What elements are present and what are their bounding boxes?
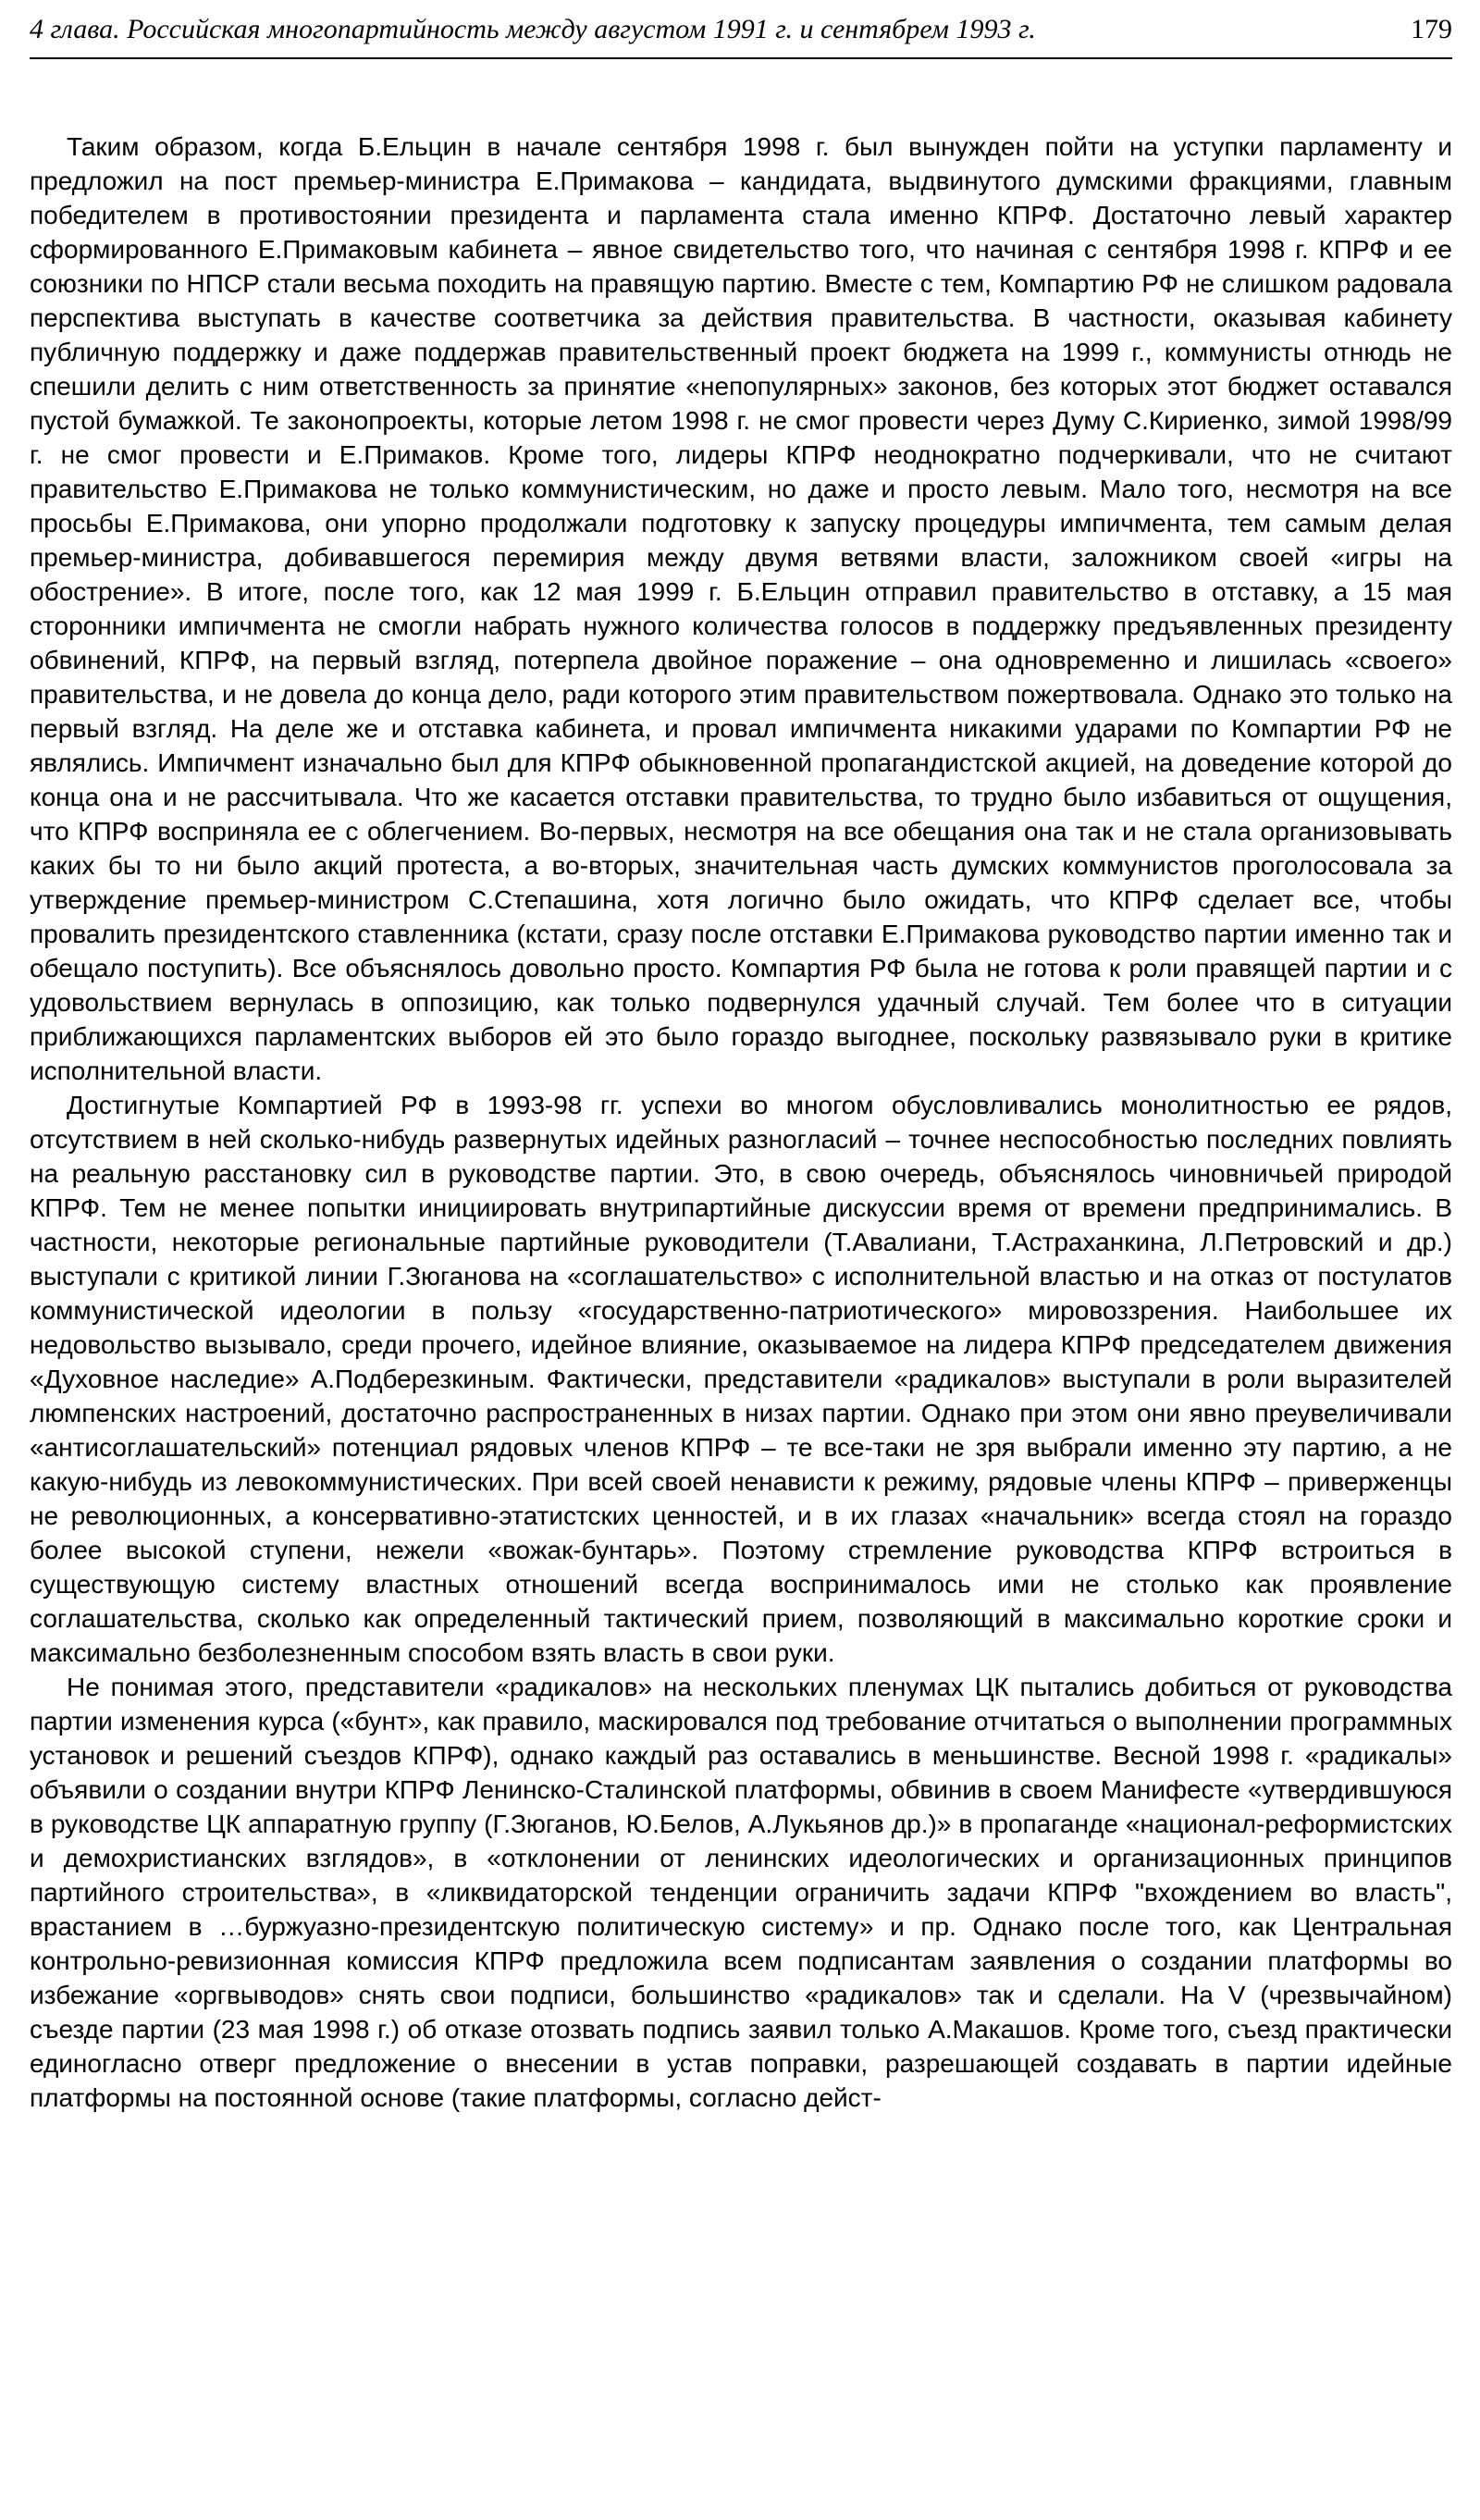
header-rule	[30, 57, 1452, 59]
paragraph-1: Таким образом, когда Б.Ельцин в начале сентября 1998 г. был вынужден пойти на уступки парламенту и предложил на пост премьер-министра Е.Примакова – кандидата, выдвинутого думскими фракциями, главным победителем в противостоянии президента и парламента стала именно КПРФ. Достаточно левый характер сформированного Е.Примаковым кабинета – явное свидетельство того, что начиная с сентября 1998 г. КПРФ и ее союзники по НПСР стали весьма походить на правящую партию. Вместе с тем, Компартию РФ не слишком радовала перспектива выступать в качестве соответчика за действия правительства. В частности, оказывая кабинету публичную поддержку и даже поддержав правительственный проект бюджета на 1999 г., коммунисты отнюдь не спешили делить с ним ответственность за принятие «непопулярных» законов, без которых этот бюджет оставался пустой бумажкой. Те законопроекты, которые летом 1998 г. не смог провести через Думу С.Кириенко, зимой 1998/99 г. не смог провести и Е.Примаков. Кроме того, лидеры КПРФ неоднократно подчеркивали, что не считают правительство Е.Примакова не только коммунистическим, но даже и просто левым. Мало того, несмотря на все просьбы Е.Примакова, они упорно продолжали подготовку к запуску процедуры импичмента, тем самым делая премьер-министра, добивавшегося перемирия между двумя ветвями власти, заложником своей «игры на обострение». В итоге, после того, как 12 мая 1999 г. Б.Ельцин отправил правительство в отставку, а 15 мая сторонники импичмента не смогли набрать нужного количества голосов в поддержку предъявленных президенту обвинений, КПРФ, на первый взгляд, потерпела двойное поражение – она одновременно и лишилась «своего» правительства, и не довела до конца дело, ради которого этим правительством пожертвовала. Однако это только на первый взгляд. На деле же и отставка кабинета, и провал импичмента никакими ударами по Компартии РФ не являлись. Импичмент изначально был для КПРФ обыкновенной пропагандистской акцией, на доведение которой до конца она и не рассчитывала. Что же касается отставки правительства, то трудно было избавиться от ощущения, что КПРФ восприняла ее с облегчением. Во-первых, несмотря на все обещания она так и не стала организовывать каких бы то ни было акций протеста, а во-вторых, значительная часть думских коммунистов проголосовала за утверждение премьер-министром С.Степашина, хотя логично было ожидать, что КПРФ сделает все, чтобы провалить президентского ставленника (кстати, сразу после отставки Е.Примакова руководство партии именно так и обещало поступить). Все объяснялось довольно просто. Компартия РФ была не готова к роли правящей партии и с удовольствием вернулась в оппозицию, как только подвернулся удачный случай. Тем более что в ситуации приближающихся парламентских выборов ей это было гораздо выгоднее, поскольку развязывало руки в критике исполнительной власти.	[30, 132, 1452, 1085]
paragraph-3: Не понимая этого, представители «радикалов» на нескольких пленумах ЦК пытались добиться от руководства партии изменения курса («бунт», как правило, маскировался под требование отчитаться о выполнении программных установок и решений съездов КПРФ), однако каждый раз оставались в меньшинстве. Весной 1998 г. «радикалы» объявили о создании внутри КПРФ Ленинско-Сталинской платформы, обвинив в своем Манифесте «утвердившуюся в руководстве ЦК аппаратную группу (Г.Зюганов, Ю.Белов, А.Лукьянов др.)» в пропаганде «национал-реформистских и демохристианских взглядов», в «отклонении от ленинских идеологических и организационных принципов партийного строительства», в «ликвидаторской тенденции ограничить задачи КПРФ "вхождением во власть", врастанием в …буржуазно-президентскую политическую систему» и пр. Однако после того, как Центральная контрольно-ревизионная комиссия КПРФ предложила всем подписантам заявления о создании платформы во избежание «оргвыводов» снять свои подписи, большинство «радикалов» так и сделали. На V (чрезвычайном) съезде партии (23 мая 1998 г.) об отказе отозвать подпись заявил только А.Макашов. Кроме того, съезд практически единогласно отверг предложение о внесении в устав поправки, разрешающей создавать в партии идейные платформы на постоянной основе (такие платформы, согласно дейст-	[30, 1673, 1452, 2112]
paragraph-2: Достигнутые Компартией РФ в 1993-98 гг. успехи во многом обусловливались монолитностью ее рядов, отсутствием в ней сколько-нибудь развернутых идейных разногласий – точнее неспособностью последних повлиять на реальную расстановку сил в руководстве партии. Это, в свою очередь, объяснялось чиновничьей природой КПРФ. Тем не менее попытки инициировать внутрипартийные дискуссии время от времени предпринимались. В частности, некоторые региональные партийные руководители (Т.Авалиани, Т.Астраханкина, Л.Петровский и др.) выступали с критикой линии Г.Зюганова на «соглашательство» с исполнительной властью и на отказ от постулатов коммунистической идеологии в пользу «государственно-патриотического» мировоззрения. Наибольшее их недовольство вызывало, среди прочего, идейное влияние, оказываемое на лидера КПРФ председателем движения «Духовное наследие» А.Подберезкиным. Фактически, представители «радикалов» выступали в роли выразителей люмпенских настроений, достаточно распространенных в низах партии. Однако при этом они явно преувеличивали «антисоглашательский» потенциал рядовых членов КПРФ – те все-таки не зря выбрали именно эту партию, а не какую-нибудь из левокоммунистических. При всей своей ненависти к режиму, рядовые члены КПРФ – приверженцы не революционных, а консервативно-этатистских ценностей, и в их глазах «начальник» всегда стоял на гораздо более высокой ступени, нежели «вожак-бунтарь». Поэтому стремление руководства КПРФ встроиться в существующую систему властных отношений всегда воспринималось ими не столько как проявление соглашательства, сколько как определенный тактический прием, позволяющий в максимально короткие сроки и максимально безболезненным способом взять власть в свои руки.	[30, 1091, 1452, 1667]
page-number: 179	[1411, 14, 1452, 44]
chapter-title: 4 глава. Российская многопартийность между августом 1991 г. и сентябрем 1993 г.	[30, 14, 1036, 44]
running-header	[30, 9, 1452, 50]
body-text	[30, 130, 1452, 2115]
